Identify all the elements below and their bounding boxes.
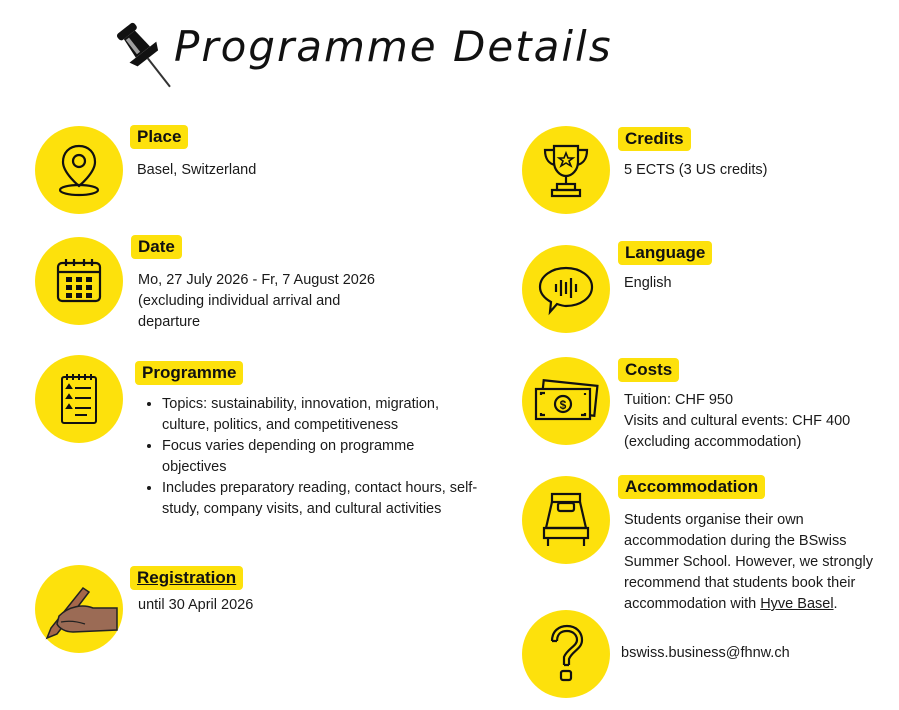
credits-icon-circle <box>522 126 610 214</box>
programme-bullet: • Topics: sustainability, innovation, migration, culture, politics, and competitiveness <box>162 394 482 436</box>
trophy-icon <box>540 140 592 200</box>
pushpin-icon <box>116 16 180 98</box>
hand-writing-icon <box>39 576 119 642</box>
date-line-2: (excluding individual arrival and <box>138 293 341 309</box>
costs-line-3: (excluding accommodation) <box>624 434 802 450</box>
speech-bubble-icon <box>536 262 596 316</box>
date-line-1: Mo, 27 July 2026 - Fr, 7 August 2026 <box>138 272 375 288</box>
page-title: Programme Details <box>174 22 613 71</box>
contact-icon-circle <box>522 610 610 698</box>
costs-value <box>624 390 850 453</box>
date-label: Date <box>131 235 182 259</box>
svg-text:$: $ <box>559 398 567 412</box>
hyve-basel-link[interactable]: Hyve Basel <box>760 596 834 612</box>
costs-line-1: Tuition: CHF 950 <box>624 392 734 408</box>
credits-label: Credits <box>618 127 691 151</box>
programme-label: Programme <box>135 361 243 385</box>
place-label: Place <box>130 125 188 149</box>
programme-bullet: • Includes preparatory reading, contact hours, self-study, company visits, and cultural activities <box>162 478 482 520</box>
programme-bullets <box>142 394 482 520</box>
location-pin-icon <box>54 142 104 198</box>
accommodation-text-end: . <box>833 596 838 612</box>
place-value: Basel, Switzerland <box>137 162 257 178</box>
question-mark-icon <box>544 623 588 685</box>
accommodation-value <box>624 510 879 615</box>
registration-label[interactable]: Registration <box>130 566 243 590</box>
banknote-icon <box>532 379 600 423</box>
programme-icon-circle <box>35 355 123 443</box>
accommodation-icon-circle <box>522 476 610 564</box>
language-value: English <box>624 275 672 291</box>
costs-line-2: Visits and cultural events: CHF 400 <box>624 413 851 429</box>
registration-icon-circle <box>35 565 123 653</box>
language-label: Language <box>618 241 712 265</box>
place-icon-circle <box>35 126 123 214</box>
date-value <box>138 270 375 333</box>
accommodation-text: Students organise their own accommodation during the BSwiss Summer School. However, we strongly recommend that students book their accommodation with <box>624 512 874 612</box>
calendar-icon <box>53 255 105 307</box>
checklist-icon <box>57 371 101 427</box>
programme-bullet: • Focus varies depending on programme objectives <box>162 436 482 478</box>
contact-email[interactable]: bswiss.business@fhnw.ch <box>621 645 790 661</box>
date-icon-circle <box>35 237 123 325</box>
accommodation-label: Accommodation <box>618 475 765 499</box>
registration-value: until 30 April 2026 <box>138 597 254 613</box>
bed-icon <box>540 490 592 550</box>
language-icon-circle <box>522 245 610 333</box>
credits-value: 5 ECTS (3 US credits) <box>624 162 768 178</box>
date-line-3: departure <box>138 314 201 330</box>
header <box>112 12 612 102</box>
costs-icon-circle <box>522 357 610 445</box>
costs-label: Costs <box>618 358 679 382</box>
